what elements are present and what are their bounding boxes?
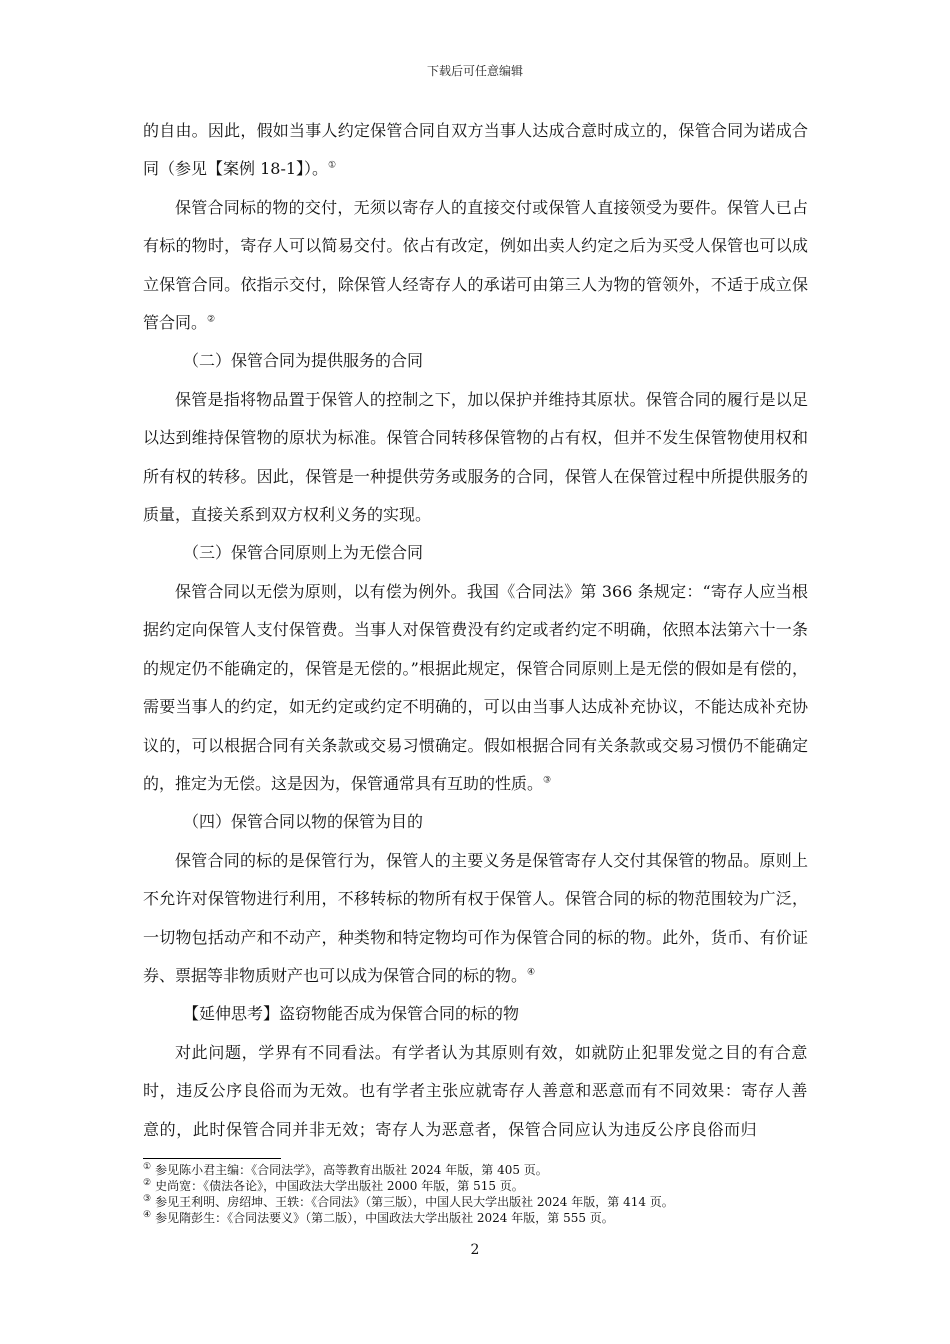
paragraph-6: 对此问题，学界有不同看法。有学者认为其原则有效，如就防止犯罪发觉之目的有合意时，违反公序良俗而为无效。也有学者主张应就寄存人善意和恶意而有不同效果：寄存人善意的，此时保管合同并非无效；寄存人为恶意者，保管合同应认为违反公序良俗而归: [143, 1042, 808, 1139]
footnote-mark-2: ②: [143, 1178, 152, 1188]
paragraph-2-text: 保管合同标的物的交付，无须以寄存人的直接交付或保管人直接领受为要件。保管人已占有标的物时，寄存人可以简易交付。依占有改定，例如出卖人约定之后为买受人保管也可以成立保管合同。依指示交付，除保管人经寄存人的承诺可由第三人为物的管领外，不适于成立保管合同。: [143, 197, 808, 333]
footnote-text-3: 参见王利明、房绍坤、王轶：《合同法》（第三版），中国人民大学出版社 2024 年版，第 414 页。: [155, 1195, 674, 1209]
footnote-4: [143, 1210, 808, 1226]
footnotes: [143, 1162, 808, 1226]
section-heading-2: （二）保管合同为提供服务的合同: [183, 351, 424, 371]
footnote-1: [143, 1162, 808, 1178]
paragraph-1: [143, 112, 808, 189]
section-heading-3: （三）保管合同原则上为无偿合同: [183, 543, 424, 563]
paragraph-4: [143, 573, 808, 803]
footnote-mark-1: ①: [143, 1162, 152, 1172]
section-heading-4: （四）保管合同以物的保管为目的: [183, 812, 424, 832]
footnote-ref-1[interactable]: ①: [328, 161, 337, 172]
footnote-text-4: 参见隋彭生：《合同法要义》（第二版），中国政法大学出版社 2024 年版，第 555 页。: [155, 1211, 614, 1225]
footnote-mark-4: ④: [143, 1210, 152, 1220]
paragraph-5: [143, 842, 808, 996]
paragraph-4-text: 保管合同以无偿为原则，以有偿为例外。我国《合同法》第 366 条规定：“寄存人应当根据约定向保管人支付保管费。当事人对保管费没有约定或者约定不明确，依照本法第六十一条的规定仍不能确定的，保管是无偿的。”根据此规定，保管合同原则上是无偿的假如是有偿的，需要当事人的约定，如无约定或约定不明确的，可以由当事人达成补充协议，不能达成补充协议的，可以根据合同有关条款或交易习惯确定。假如根据合同有关条款或交易习惯仍不能确定的，推定为无偿。这是因为，保管通常具有互助的性质。: [143, 581, 808, 793]
footnote-2: [143, 1178, 808, 1194]
paragraph-5-text: 保管合同的标的是保管行为，保管人的主要义务是保管寄存人交付其保管的物品。原则上不允许对保管物进行利用，不移转标的物所有权于保管人。保管合同的标的物范围较为广泛，一切物包括动产和不动产，种类物和特定物均可作为保管合同的标的物。此外，货币、有价证券、票据等非物质财产也可以成为保管合同的标的物。: [143, 850, 808, 985]
page-header: 下载后可任意编辑: [426, 64, 523, 78]
footnote-divider: [143, 1158, 281, 1159]
footnote-3: [143, 1194, 808, 1210]
footnote-mark-3: ③: [143, 1194, 152, 1204]
footnote-ref-4[interactable]: ④: [527, 967, 536, 978]
page-number: 2: [470, 1242, 480, 1258]
footnote-ref-2[interactable]: ②: [207, 314, 216, 325]
main-content: [143, 112, 808, 1149]
paragraph-1-text: 的自由。因此，假如当事人约定保管合同自双方当事人达成合意时成立的，保管合同为诺成合同（参见【案例 18-1】）。: [143, 121, 808, 179]
footnote-text-2: 史尚宽：《债法各论》，中国政法大学出版社 2000 年版，第 515 页。: [155, 1179, 524, 1193]
paragraph-3: 保管是指将物品置于保管人的控制之下，加以保护并维持其原状。保管合同的履行是以足以达到维持保管物的原状为标准。保管合同转移保管物的占有权，但并不发生保管物使用权和所有权的转移。因此，保管是一种提供劳务或服务的合同，保管人在保管过程中所提供服务的质量，直接关系到双方权利义务的实现。: [143, 389, 808, 525]
reflection-title: 盗窃物能否成为保管合同的标的物: [279, 1004, 520, 1024]
footnote-ref-3[interactable]: ③: [543, 775, 552, 786]
reflection-heading: [143, 995, 808, 1033]
reflection-label: 【延伸思考】: [183, 1004, 280, 1024]
footnote-text-1: 参见陈小君主编：《合同法学》，高等教育出版社 2024 年版，第 405 页。: [155, 1163, 548, 1177]
paragraph-2: [143, 189, 808, 343]
